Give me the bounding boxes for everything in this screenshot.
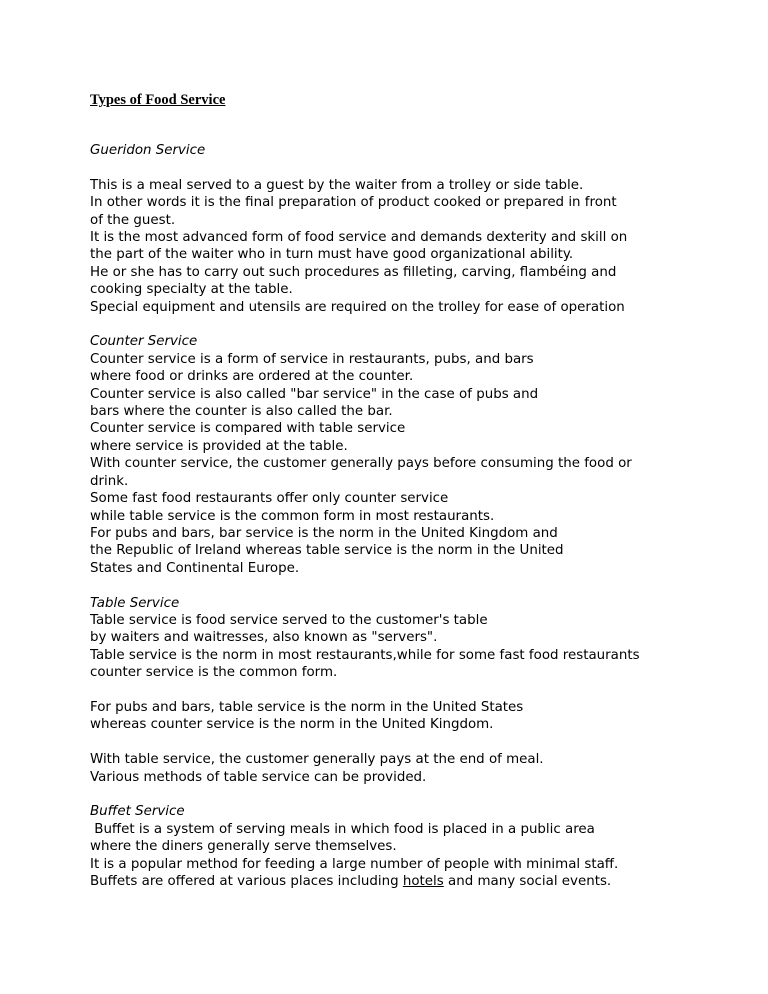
text-line: Counter service is also called "bar service" in the case of pubs and <box>90 386 539 402</box>
section-heading: Gueridon Service <box>90 143 206 158</box>
text-line: States and Continental Europe. <box>90 560 300 576</box>
text-line: the part of the waiter who in turn must have good organizational ability. <box>90 247 574 263</box>
document-body <box>90 142 750 908</box>
text-line: drink. <box>90 473 129 489</box>
section-table-service <box>90 595 750 786</box>
text-line: cooking specialty at the table. <box>90 282 293 298</box>
text-line: He or she has to carry out such procedures as filleting, carving, flambéing and <box>90 264 617 280</box>
text-line: counter service is the common form. <box>90 665 338 681</box>
text-line-with-link <box>90 873 750 890</box>
text-line: Counter service is compared with table service <box>90 421 406 437</box>
text-line: With table service, the customer generally pays at the end of meal. <box>90 752 544 768</box>
paragraph-gap <box>90 734 750 751</box>
text-line: This is a meal served to a guest by the waiter from a trolley or side table. <box>90 177 584 193</box>
text-line: Various methods of table service can be provided. <box>90 769 427 785</box>
text-line: bars where the counter is also called the bar. <box>90 404 393 420</box>
section-heading: Counter Service <box>90 334 198 350</box>
text-line: Table service is the norm in most restaurants,while for some fast food restaurants <box>90 647 640 663</box>
text-line: For pubs and bars, bar service is the norm in the United Kingdom and <box>90 525 558 541</box>
paragraph-gap <box>90 159 750 176</box>
text-line: Some fast food restaurants offer only counter service <box>90 491 449 507</box>
text-line: In other words it is the final preparation of product cooked or prepared in front <box>90 195 617 211</box>
text-fragment: Buffets are offered at various places including <box>90 873 403 889</box>
text-line: where the diners generally serve themselves. <box>90 839 397 855</box>
text-line: while table service is the common form in most restaurants. <box>90 508 495 524</box>
section-counter-service <box>90 333 750 577</box>
text-line: Table service is food service served to the customer's table <box>90 612 488 628</box>
text-line: Special equipment and utensils are required on the trolley for ease of operation <box>90 299 625 315</box>
text-line: the Republic of Ireland whereas table service is the norm in the United <box>90 543 564 559</box>
hotels-link[interactable]: hotels <box>402 873 444 889</box>
section-heading: Table Service <box>90 595 180 611</box>
text-fragment: and many social events. <box>443 873 612 889</box>
text-line: With counter service, the customer generally pays before consuming the food or <box>90 456 632 472</box>
text-line: whereas counter service is the norm in the United Kingdom. <box>90 717 494 733</box>
text-line: Counter service is a form of service in restaurants, pubs, and bars <box>90 351 534 367</box>
text-line: For pubs and bars, table service is the norm in the United States <box>90 699 524 715</box>
text-line: Buffet is a system of serving meals in which food is placed in a public area <box>90 821 595 837</box>
paragraph-gap <box>90 682 750 699</box>
text-line: where food or drinks are ordered at the counter. <box>90 369 414 385</box>
text-line: where service is provided at the table. <box>90 438 348 454</box>
section-gueridon-service <box>90 142 750 316</box>
section-buffet-service <box>90 803 750 890</box>
document-title: Types of Food Service <box>90 92 226 108</box>
text-line: of the guest. <box>90 212 176 228</box>
text-line: It is the most advanced form of food service and demands dexterity and skill on <box>90 230 628 246</box>
text-line: by waiters and waitresses, also known as "servers". <box>90 630 438 646</box>
text-line: It is a popular method for feeding a large number of people with minimal staff. <box>90 856 619 872</box>
section-heading: Buffet Service <box>90 804 185 820</box>
